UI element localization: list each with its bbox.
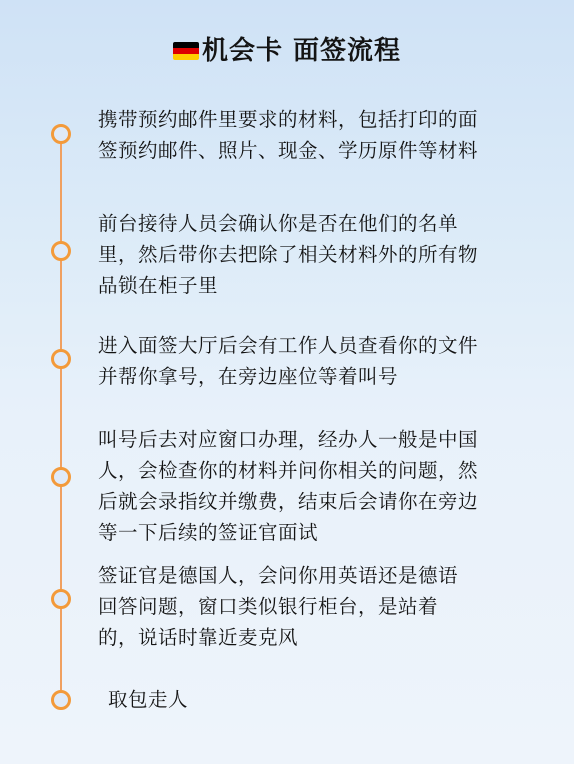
timeline-node-5: [51, 589, 71, 609]
germany-flag-icon: [173, 42, 199, 60]
step-5-text: 签证官是德国人，会问你用英语还是德语 回答问题，窗口类似银行柜台，是站着 的，说话时靠近麦克风: [98, 564, 459, 649]
timeline-line: [60, 133, 62, 700]
timeline-node-3: [51, 349, 71, 369]
page-title: [0, 30, 574, 67]
step-2-text: 前台接待人员会确认你是否在他们的名单 里，然后带你去把除了相关材料外的所有物 品锁在柜子里: [98, 212, 479, 297]
step-1-text: 携带预约邮件里要求的材料，包括打印的面 签预约邮件、照片、现金、学历原件等材料: [98, 108, 479, 162]
step-3-text: 进入面签大厅后会有工作人员查看你的文件 并帮你拿号，在旁边座位等着叫号: [98, 334, 479, 388]
timeline-node-1: [51, 124, 71, 144]
timeline-node-6: [51, 690, 71, 710]
step-4-text: 叫号后去对应窗口办理，经办人一般是中国 人，会检查你的材料并问你相关的问题，然 后就会录指纹并缴费，结束后会请你在旁边 等一下后续的签证官面试: [98, 428, 479, 544]
step-6-text: 取包走人: [108, 688, 189, 711]
timeline-node-2: [51, 241, 71, 261]
page-title-text: 机会卡 面签流程: [201, 36, 402, 66]
timeline-node-4: [51, 467, 71, 487]
